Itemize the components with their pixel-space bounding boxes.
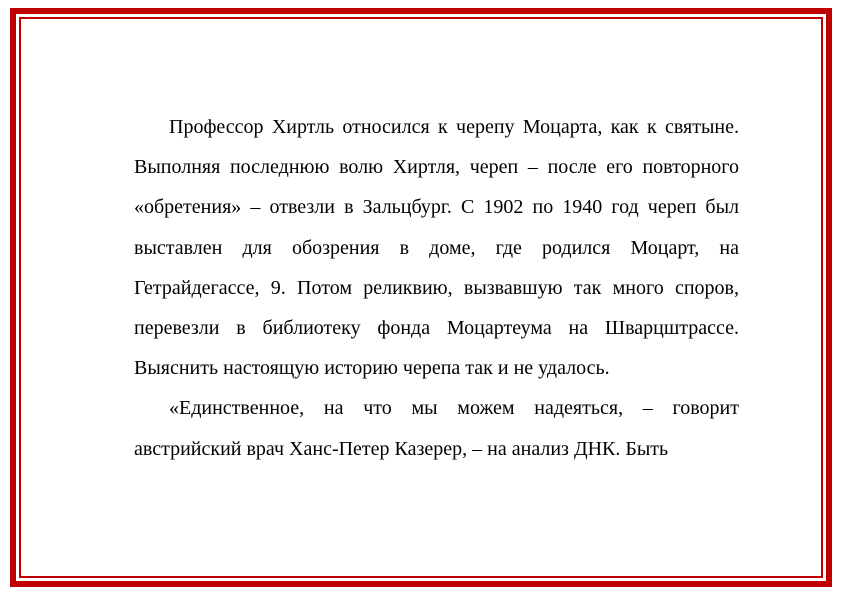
paragraph: Профессор Хиртль относился к черепу Моцарта, как к святыне. Выполняя последнюю волю Хиртля, череп – после его повторного «обретения» – отвезли в Зальцбург. С 1902 по 1940 год череп был выставлен для обозрения в доме, где родился Моцарт, на Гетрайдегассе, 9. Потом реликвию, вызвавшую так много споров, перевезли в библиотеку фонда Моцартеума на Шварцштрассе. Выяснить настоящую историю черепа так и не удалось. [134,116,739,380]
body-text [134,107,739,469]
paragraph: «Единственное, на что мы можем надеяться, – говорит австрийский врач Ханс-Петер Казерер, – на анализ ДНК. Быть [134,397,739,460]
